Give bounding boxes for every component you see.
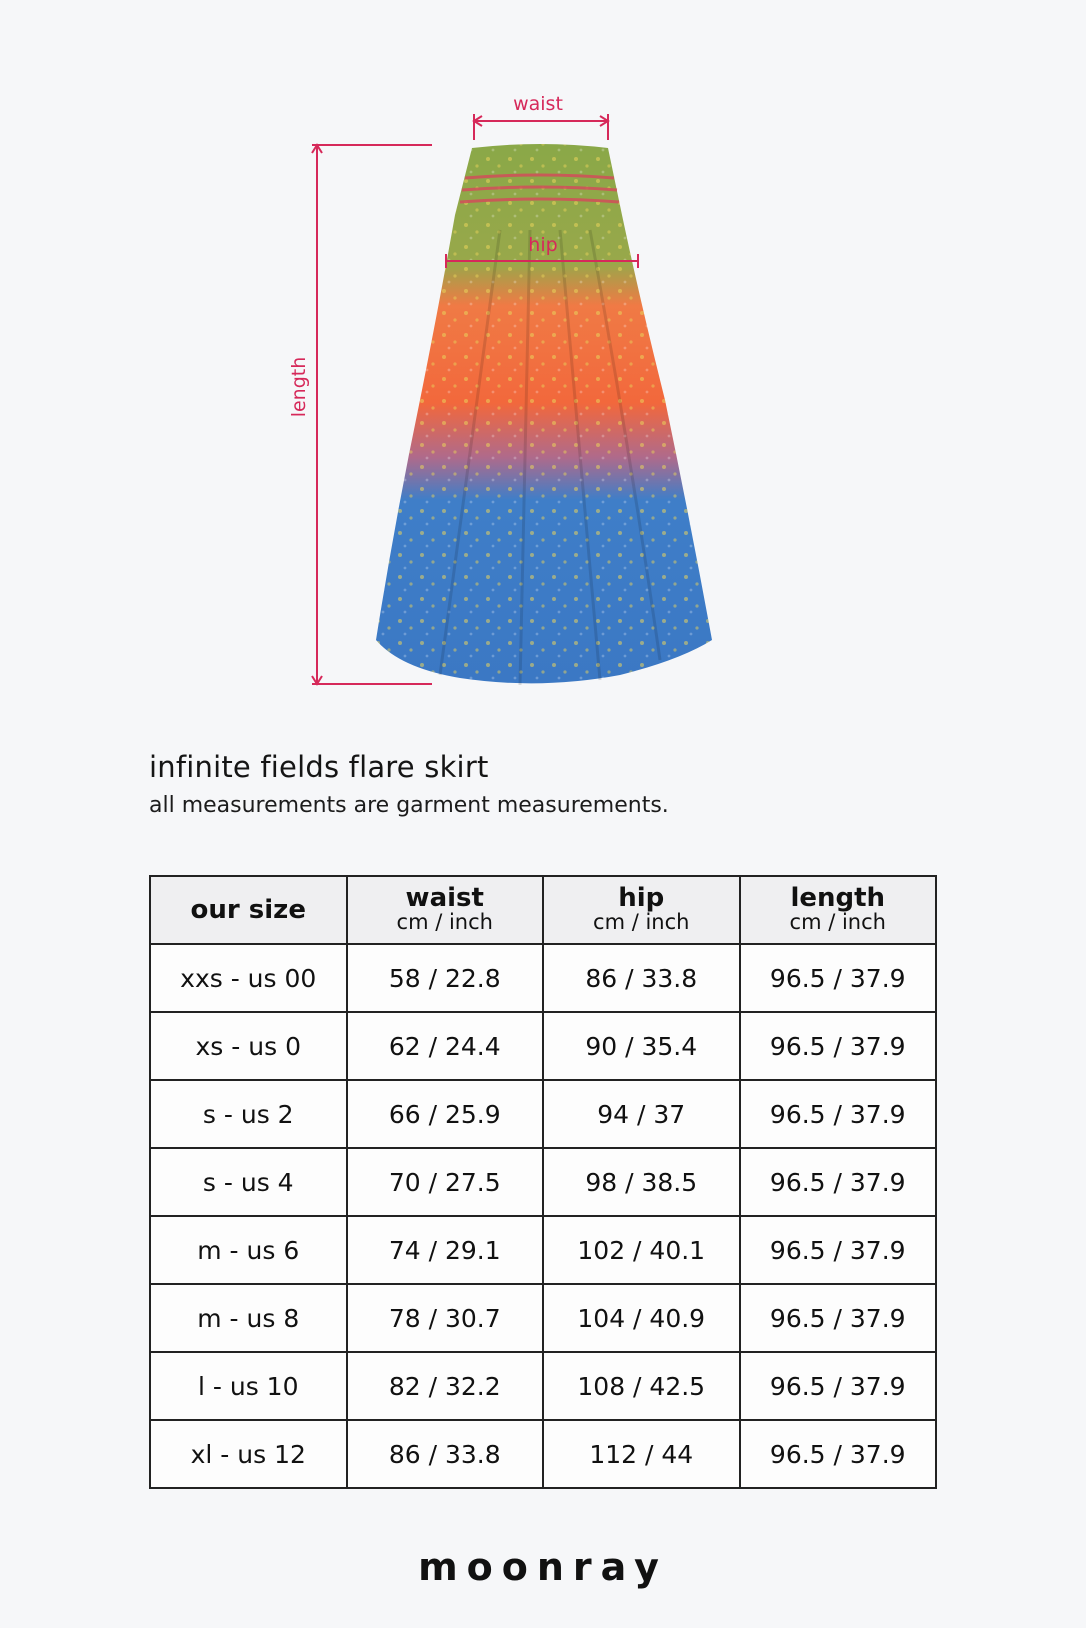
cell-waist: 62 / 24.4 <box>347 1012 544 1080</box>
cell-hip: 86 / 33.8 <box>543 944 740 1012</box>
cell-length: 96.5 / 37.9 <box>740 1216 937 1284</box>
heading-block <box>149 752 669 818</box>
cell-size: m - us 6 <box>150 1216 347 1284</box>
header-unit: cm / inch <box>396 910 493 935</box>
cell-size: l - us 10 <box>150 1352 347 1420</box>
cell-waist: 66 / 25.9 <box>347 1080 544 1148</box>
cell-hip: 104 / 40.9 <box>543 1284 740 1352</box>
cell-size: s - us 2 <box>150 1080 347 1148</box>
table-row <box>150 1420 936 1488</box>
length-label: length <box>288 356 310 418</box>
cell-length: 96.5 / 37.9 <box>740 1012 937 1080</box>
page-title: infinite fields flare skirt <box>149 750 489 784</box>
cell-length: 96.5 / 37.9 <box>740 1080 937 1148</box>
table-header-row <box>150 876 936 944</box>
header-hip <box>543 876 740 944</box>
table-row <box>150 1352 936 1420</box>
header-waist <box>347 876 544 944</box>
cell-size: s - us 4 <box>150 1148 347 1216</box>
table-row <box>150 1148 936 1216</box>
table-row <box>150 1216 936 1284</box>
hip-label: hip <box>528 234 558 256</box>
cell-length: 96.5 / 37.9 <box>740 1352 937 1420</box>
cell-hip: 112 / 44 <box>543 1420 740 1488</box>
brand-wordmark: moonray <box>418 1545 668 1589</box>
cell-hip: 102 / 40.1 <box>543 1216 740 1284</box>
header-label: waist <box>405 883 484 914</box>
cell-hip: 90 / 35.4 <box>543 1012 740 1080</box>
cell-length: 96.5 / 37.9 <box>740 1420 937 1488</box>
cell-hip: 108 / 42.5 <box>543 1352 740 1420</box>
table-row <box>150 1284 936 1352</box>
table-row <box>150 1012 936 1080</box>
cell-size: m - us 8 <box>150 1284 347 1352</box>
header-unit: cm / inch <box>789 910 886 935</box>
cell-waist: 58 / 22.8 <box>347 944 544 1012</box>
header-unit: cm / inch <box>593 910 690 935</box>
cell-length: 96.5 / 37.9 <box>740 944 937 1012</box>
size-chart-table <box>149 875 937 1489</box>
header-our-size <box>150 876 347 944</box>
table-row <box>150 1080 936 1148</box>
page-subtitle: all measurements are garment measurements. <box>149 792 669 818</box>
cell-size: xxs - us 00 <box>150 944 347 1012</box>
waist-label: waist <box>513 93 563 115</box>
header-length <box>740 876 937 944</box>
cell-waist: 86 / 33.8 <box>347 1420 544 1488</box>
cell-hip: 94 / 37 <box>543 1080 740 1148</box>
cell-length: 96.5 / 37.9 <box>740 1284 937 1352</box>
skirt-diagram <box>0 0 1086 720</box>
cell-hip: 98 / 38.5 <box>543 1148 740 1216</box>
cell-length: 96.5 / 37.9 <box>740 1148 937 1216</box>
header-label: length <box>790 883 886 914</box>
cell-size: xl - us 12 <box>150 1420 347 1488</box>
table-row <box>150 944 936 1012</box>
cell-size: xs - us 0 <box>150 1012 347 1080</box>
header-label: our size <box>190 895 306 925</box>
cell-waist: 74 / 29.1 <box>347 1216 544 1284</box>
cell-waist: 82 / 32.2 <box>347 1352 544 1420</box>
header-label: hip <box>618 883 665 914</box>
cell-waist: 70 / 27.5 <box>347 1148 544 1216</box>
cell-waist: 78 / 30.7 <box>347 1284 544 1352</box>
